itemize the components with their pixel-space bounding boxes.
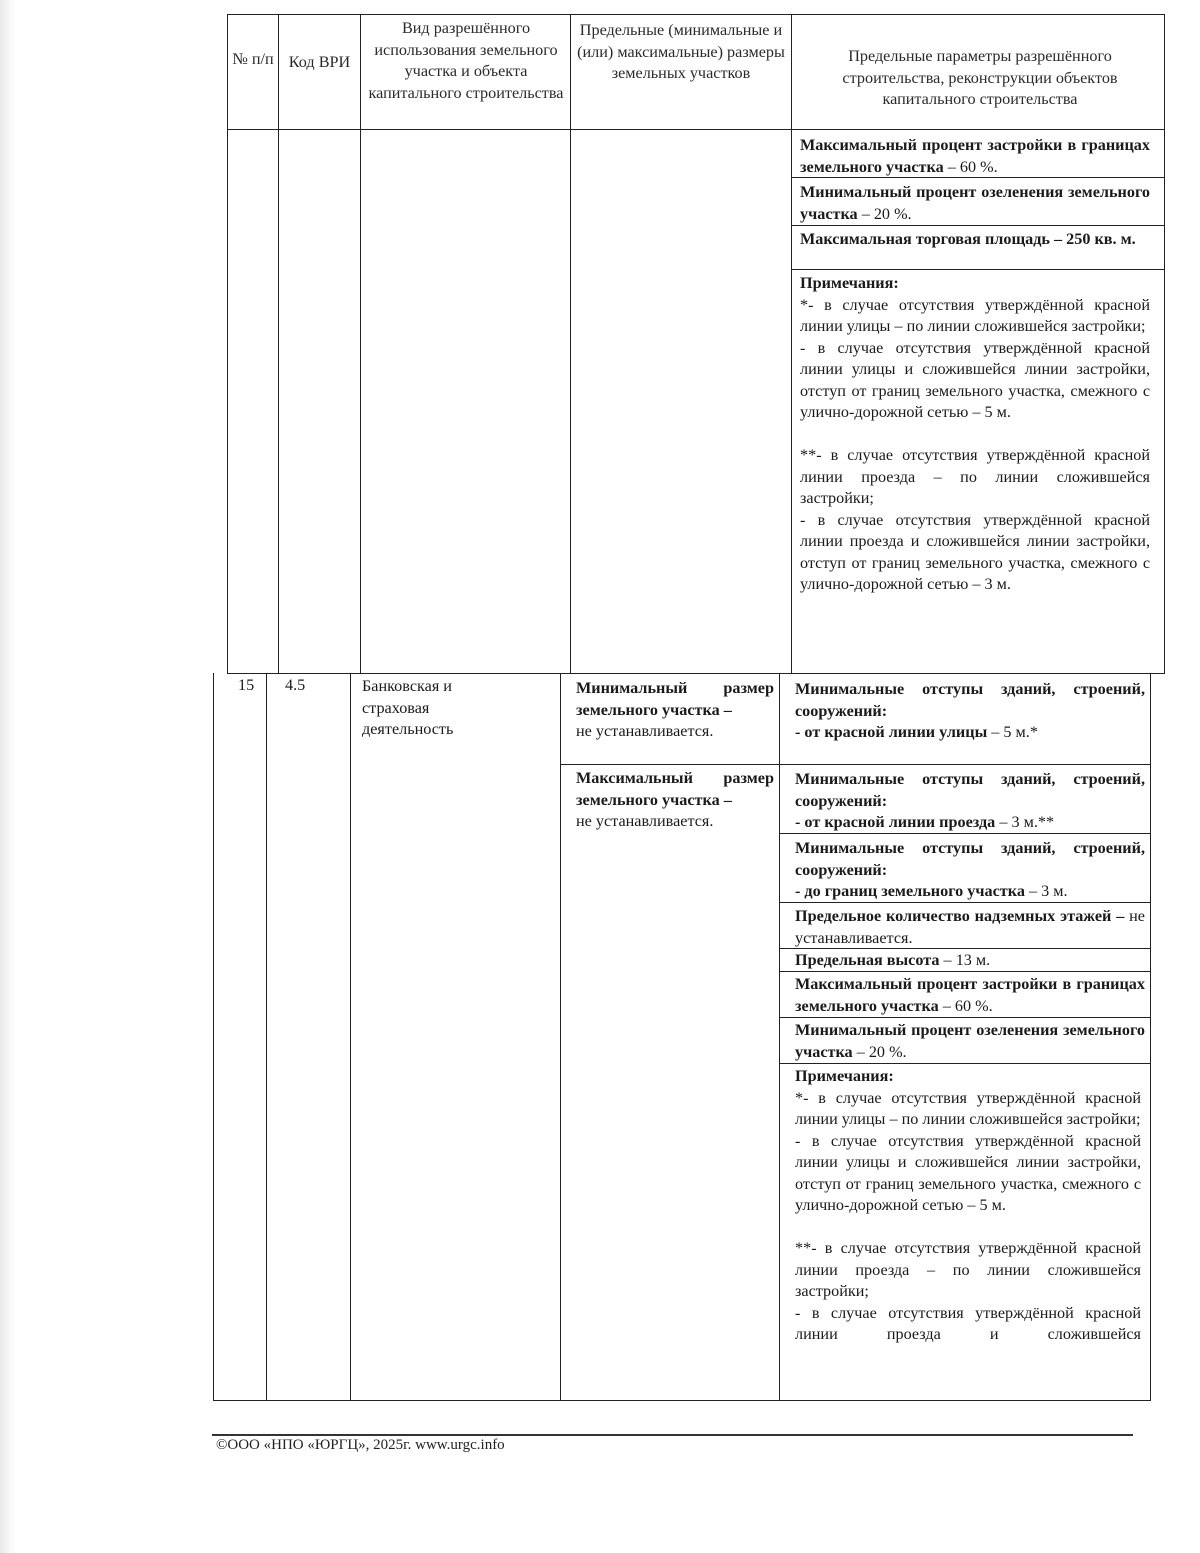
plot-size-min: Минимальный размер земельного участка – не устанавливается. — [576, 679, 774, 740]
header-plot-size: Предельные (минимальные и (или) максимальные) размеры земельных участков — [577, 21, 785, 82]
row-use-type: Банковская и страховая деятельность — [362, 677, 454, 738]
header-parameters: Предельные параметры разрешённого строительства, реконструкции объектов капитального строительства — [842, 47, 1118, 108]
note-passage-line-15: **- в случае отсутствия утверждённой красной линии проезда – по линии сложившейся застройки; — [795, 1239, 1141, 1300]
note-street-line: *- в случае отсутствия утверждённой красной линии улицы – по линии сложившейся застройки; — [800, 295, 1150, 335]
param-floors: Предельное количество надземных этажей – не устанавливается. — [795, 907, 1145, 947]
note-passage-offset-partial-15: - в случае отсутствия утверждённой красной линии проезда и сложившейся — [795, 1303, 1141, 1343]
header-code: Код ВРИ — [288, 53, 351, 71]
note-passage-line: **- в случае отсутствия утверждённой красной линии проезда – по линии сложившейся застройки; — [800, 446, 1150, 507]
note-street-line-15: *- в случае отсутствия утверждённой красной линии улицы – по линии сложившейся застройки; — [795, 1088, 1141, 1128]
notes-title-15: Примечания: — [795, 1067, 894, 1085]
header-use-type: Вид разрешённого использования земельного участка и объекта капитального строительства — [368, 19, 564, 102]
footer-rule — [212, 1434, 1133, 1436]
notes-block — [800, 273, 1150, 596]
header-separator — [227, 129, 1165, 130]
param-min-green-percent: Минимальный процент озеленения земельного участка – 20 %. — [800, 183, 1150, 223]
header-num: № п/п — [232, 50, 274, 68]
note-passage-offset: - в случае отсутствия утверждённой красной линии проезда и сложившейся линии застройки, отступ от границ земельного участка, смежного с улично-дорожной сетью – 3 м. — [800, 510, 1150, 593]
notes-title: Примечания: — [800, 274, 899, 292]
param-min-green-percent-15: Минимальный процент озеленения земельного участка – 20 %. — [795, 1021, 1145, 1061]
row-number: 15 — [238, 676, 255, 694]
plot-size-max: Максимальный размер земельного участка – не устанавливается. — [576, 769, 774, 830]
footer-copyright: ©ООО «НПО «ЮРГЦ», 2025г. www.urgc.info — [216, 1437, 505, 1453]
param-offset-passage: Минимальные отступы зданий, строений, сооружений: - от красной линии проезда – 3 м.** — [795, 770, 1145, 831]
note-street-offset: - в случае отсутствия утверждённой красной линии улицы и сложившейся линии застройки, отступ от границ земельного участка, смежного с улично-дорожной сетью – 5 м. — [800, 338, 1150, 421]
param-max-build-percent-15: Максимальный процент застройки в границах земельного участка – 60 %. — [795, 975, 1145, 1015]
scan-edge — [0, 0, 16, 1553]
param-offset-street: Минимальные отступы зданий, строений, сооружений: - от красной линии улицы – 5 м.* — [795, 680, 1145, 741]
param-max-build-percent: Максимальный процент застройки в границах земельного участка – 60 %. — [800, 136, 1150, 176]
param-max-trade-area: Максимальная торговая площадь – 250 кв. м. — [800, 230, 1136, 248]
note-street-offset-15: - в случае отсутствия утверждённой красной линии улицы и сложившейся линии застройки, отступ от границ земельного участка, смежного с улично-дорожной сетью – 5 м. — [795, 1131, 1141, 1214]
row-code: 4.5 — [285, 676, 306, 694]
param-max-height: Предельная высота – 13 м. — [795, 951, 991, 969]
notes-block-15 — [795, 1066, 1141, 1346]
param-offset-plot-border: Минимальные отступы зданий, строений, сооружений: - до границ земельного участка – 3 м. — [795, 839, 1145, 900]
